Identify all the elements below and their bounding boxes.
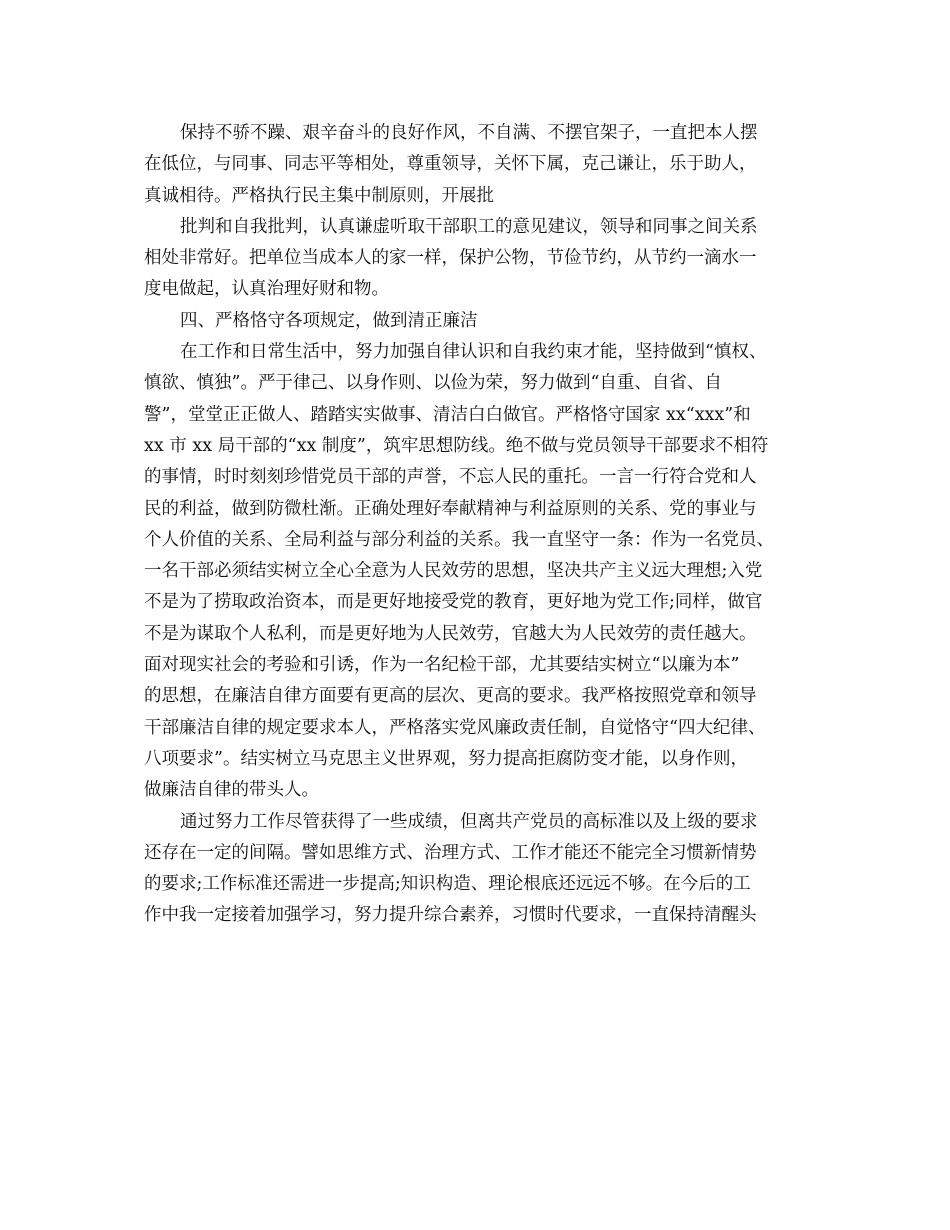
text-line: 的要求;工作标准还需进一步提高;知识构造、理论根底还远远不够。在今后的工 <box>144 874 751 895</box>
text-line: 个人价值的关系、全局利益与部分利益的关系。我一直坚守一条：作为一名党员、 <box>144 529 774 550</box>
text-line: 一名干部必须结实树立全心全意为人民效劳的思想，坚决共产主义远大理想;入党 <box>144 561 763 582</box>
text-line: 相处非常好。把单位当成本人的家一样，保护公物，节俭节约，从节约一滴水一 <box>144 248 757 269</box>
text-line: 还存在一定的间隔。譬如思维方式、治理方式、工作才能还不能完全习惯新情势 <box>144 842 757 863</box>
text-line: 度电做起，认真治理好财和物。 <box>144 279 389 300</box>
document-page <box>144 118 809 932</box>
text-line: 民的利益，做到防微杜渐。正确处理好奉献精神与利益原则的关系、党的事业与 <box>144 498 757 519</box>
text-line: 保持不骄不躁、艰辛奋斗的良好作风，不自满、不摆官架子，一直把本人摆 <box>180 123 758 143</box>
text-line: 的事情，时时刻刻珍惜党员干部的声誉，不忘人民的重托。一言一行符合党和人 <box>144 467 757 488</box>
text-line: 作中我一定接着加强学习，努力提升综合素养，习惯时代要求，一直保持清醒头 <box>144 905 757 926</box>
text-line: 真诚相待。严格执行民主集中制原则，开展批 <box>144 185 494 206</box>
text-line: 通过努力工作尽管获得了一些成绩，但离共产党员的高标准以及上级的要求 <box>180 811 758 832</box>
text-line: 不是为谋取个人私利，而是更好地为人民效劳，官越大为人民效劳的责任越大。 <box>144 623 757 644</box>
text-line: 八项要求”。结实树立马克思主义世界观，努力提高拒腐防变才能，以身作则， <box>144 748 748 769</box>
text-line: 批判和自我批判，认真谦虚听取干部职工的意见建议，领导和同事之间关系 <box>180 216 758 237</box>
text-line: 不是为了捞取政治资本，而是更好地接受党的教育，更好地为党工作;同样，做官 <box>144 592 763 613</box>
text-line: 在工作和日常生活中，努力加强自律认识和自我约束才能，坚持做到“慎权、 <box>180 342 767 363</box>
text-line: 在低位，与同事、同志平等相处，尊重领导，关怀下属，克己谦让，乐于助人， <box>144 154 757 175</box>
text-line: 面对现实社会的考验和引诱，作为一名纪检干部，尤其要结实树立“以廉为本” <box>144 655 740 676</box>
text-line: 四、严格恪守各项规定，做到清正廉洁 <box>180 310 478 331</box>
text-line: 做廉洁自律的带头人。 <box>144 780 319 801</box>
text-line: 的思想，在廉洁自律方面要有更高的层次、更高的要求。我严格按照党章和领导 <box>144 686 757 707</box>
text-line: 干部廉洁自律的规定要求本人，严格落实党风廉政责任制，自觉恪守“四大纪律、 <box>144 717 766 738</box>
text-line: 慎欲、慎独”。严于律己、以身作则、以俭为荣，努力做到“自重、自省、自 <box>144 373 722 394</box>
text-line: 警”，堂堂正正做人、踏踏实实做事、清洁白白做官。严格恪守国家 xx“xxx”和 <box>144 404 751 425</box>
text-line: xx 市 xx 局干部的“xx 制度”，筑牢思想防线。绝不做与党员领导干部要求不相符 <box>144 435 769 456</box>
